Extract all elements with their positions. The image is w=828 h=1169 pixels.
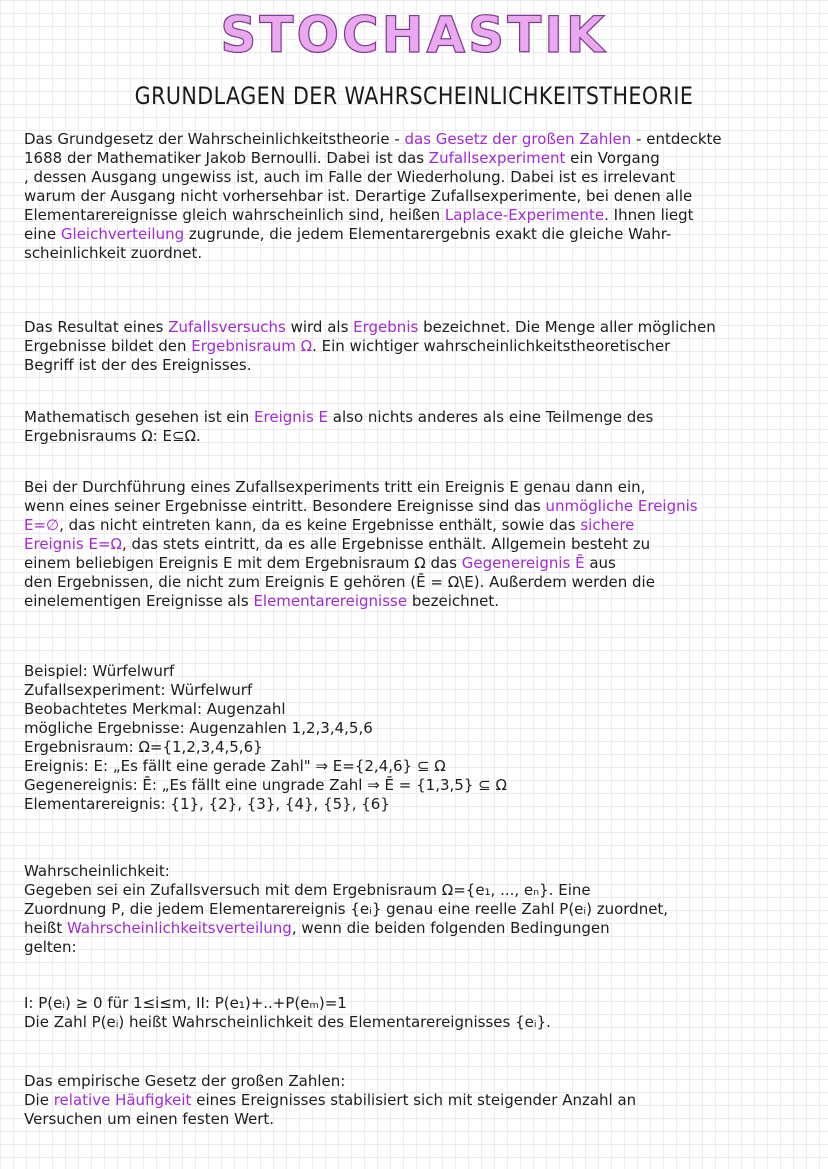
text-line: eine Gleichverteilung zugrunde, die jedem Elementarergebnis exakt die gleiche Wahr- [24,225,672,243]
section-heading: Wahrscheinlichkeit: [24,862,170,880]
text-line: scheinlichkeit zuordnet. [24,244,203,262]
paragraph-ereignis [24,408,809,446]
example-line: Ereignis: E: „Es fällt eine gerade Zahl" ⇒ E={2,4,6} ⊆ Ω [24,757,446,775]
example-wuerfelwurf [24,662,809,814]
text-line: Gegeben sei ein Zufallsversuch mit dem Ergebnisraum Ω={e₁, ..., eₙ}. Eine [24,881,591,899]
example-line: mögliche Ergebnisse: Augenzahlen 1,2,3,4,5,6 [24,719,373,737]
text-line: 1688 der Mathematiker Jakob Bernoulli. Dabei ist das Zufallsexperiment ein Vorgang [24,149,660,167]
example-line: Gegenereignis: Ē: „Es fällt eine ungrade Zahl ⇒ Ē = {1,3,5} ⊆ Ω [24,776,507,794]
text-line: einem beliebigen Ereignis E mit dem Ergebnisraum Ω das Gegenereignis Ē aus [24,554,616,572]
paragraph-ergebnis [24,318,809,375]
paragraph-intro [24,130,809,263]
text-line: Versuchen um einen festen Wert. [24,1110,275,1128]
text-line: Das Grundgesetz der Wahrscheinlichkeitstheorie - das Gesetz der großen Zahlen - entdeckte [24,130,722,148]
text-line: Mathematisch gesehen ist ein Ereignis E also nichts anderes als eine Teilmenge des [24,408,654,426]
text-line: Ergebnisraums Ω: E⊆Ω. [24,427,201,445]
text-line: Das Resultat eines Zufallsversuchs wird als Ergebnis bezeichnet. Die Menge aller möglichen [24,318,716,336]
example-line: Beispiel: Würfelwurf [24,662,175,680]
text-line: Elementarereignisse gleich wahrscheinlich sind, heißen Laplace-Experimente. Ihnen liegt [24,206,694,224]
section-heading: Das empirische Gesetz der großen Zahlen: [24,1072,346,1090]
text-line: I: P(eᵢ) ≥ 0 für 1≤i≤m, II: P(e₁)+..+P(eₘ)=1 [24,994,347,1012]
paragraph-wahrscheinlichkeit [24,862,809,957]
text-line: einelementigen Ereignisse als Elementarereignisse bezeichnet. [24,592,500,610]
text-line: Begriff ist der des Ereignisses. [24,356,252,374]
example-line: Beobachtetes Merkmal: Augenzahl [24,700,286,718]
page-title: STOCHASTIK [220,6,608,64]
text-line: Bei der Durchführung eines Zufallsexperiments tritt ein Ereignis E genau dann ein, [24,478,646,496]
text-line: Ereignis E=Ω, das stets eintritt, da es alle Ergebnisse enthält. Allgemein besteht zu [24,535,651,553]
example-line: Elementarereignis: {1}, {2}, {3}, {4}, {5}, {6} [24,795,390,813]
paragraph-gesetz-grosse-zahlen [24,1072,809,1129]
text-line: Zuordnung P, die jedem Elementarereignis {eᵢ} genau eine reelle Zahl P(eᵢ) zuordnet, [24,900,669,918]
text-line: heißt Wahrscheinlichkeitsverteilung, wenn die beiden folgenden Bedingungen [24,919,610,937]
text-line: gelten: [24,938,77,956]
page-subtitle: GRUNDLAGEN DER WAHRSCHEINLICHKEITSTHEORIE [134,82,694,110]
paragraph-bedingungen [24,994,809,1032]
example-line: Zufallsexperiment: Würfelwurf [24,681,253,699]
example-line: Ergebnisraum: Ω={1,2,3,4,5,6} [24,738,263,756]
text-line: E=∅, das nicht eintreten kann, da es keine Ergebnisse enthält, sowie das sichere [24,516,635,534]
text-line: Die relative Häufigkeit eines Ereignisses stabilisiert sich mit steigender Anzahl an [24,1091,637,1109]
text-line: Ergebnisse bildet den Ergebnisraum Ω. Ein wichtiger wahrscheinlichkeitstheoretischer [24,337,671,355]
text-line: den Ergebnissen, die nicht zum Ereignis E gehören (Ē = Ω\E). Außerdem werden die [24,573,655,591]
text-line: wenn eines seiner Ergebnisse eintritt. Besondere Ereignisse sind das unmögliche Ereignis [24,497,698,515]
paragraph-besondere-ereignisse [24,478,809,611]
text-line: warum der Ausgang nicht vorhersehbar ist. Derartige Zufallsexperimente, bei denen alle [24,187,693,205]
text-line: Die Zahl P(eᵢ) heißt Wahrscheinlichkeit des Elementarereignisses {eᵢ}. [24,1013,551,1031]
text-line: , dessen Ausgang ungewiss ist, auch im Falle der Wiederholung. Dabei ist es irrelevant [24,168,676,186]
